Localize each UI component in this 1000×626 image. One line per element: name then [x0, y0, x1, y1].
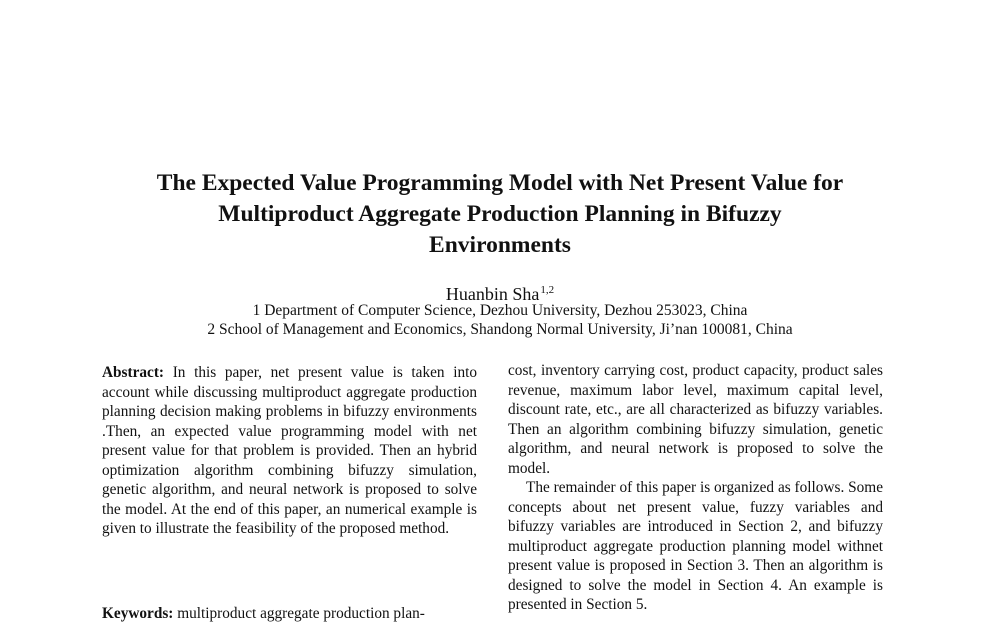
keywords-text: multiproduct aggregate production plan- — [177, 605, 425, 622]
author-affiliation-marks: 1,2 — [540, 284, 555, 296]
affiliation-1: 1 Department of Computer Science, Dezhou University, Dezhou 253023, China — [252, 302, 748, 319]
author-name: Huanbin Sha — [445, 284, 540, 304]
abstract-label: Abstract: — [102, 364, 165, 381]
right-paragraph-1: cost, inventory carrying cost, product capacity, product sales revenue, maximum labor level, maximum capital level, discount rate, etc., are all characterized as bifuzzy variables. Then an algorithm combining bifuzzy simulation, genetic algorithm, and neural network is proposed to solve the model. — [508, 362, 883, 477]
title-line-2: Multiproduct Aggregate Production Planning in Bifuzzy — [218, 201, 782, 227]
abstract-paragraph — [102, 363, 477, 539]
keywords-label: Keywords: — [102, 605, 174, 622]
title-line-3: Environments — [429, 232, 571, 258]
abstract-text: In this paper, net present value is taken into account while discussing multiproduct aggregate production planning decision making problems in bifuzzy environments .Then, an expected value programming model with net present value for that problem is provided. Then an hybrid optimization algorithm combining bifuzzy simulation, genetic algorithm, and neural network is proposed to solve the model. At the end of this paper, an numerical example is given to illustrate the feasibility of the proposed method. — [102, 364, 478, 537]
affiliation-2: 2 School of Management and Economics, Shandong Normal University, Ji’nan 100081, China — [207, 321, 793, 338]
right-paragraph-2: The remainder of this paper is organized as follows. Some concepts about net present value, fuzzy variables and bifuzzy variables are introduced in Section 2, and bifuzzy multiproduct aggregate production planning model withnet present value is proposed in Section 3. Then an algorithm is designed to solve the model in Section 4. An example is presented in Section 5. — [508, 479, 883, 613]
paper-title — [90, 168, 910, 261]
abstract-block — [102, 363, 477, 539]
title-line-1: The Expected Value Programming Model with Net Present Value for — [156, 170, 844, 196]
right-column — [508, 361, 883, 615]
keywords-line — [102, 604, 477, 624]
